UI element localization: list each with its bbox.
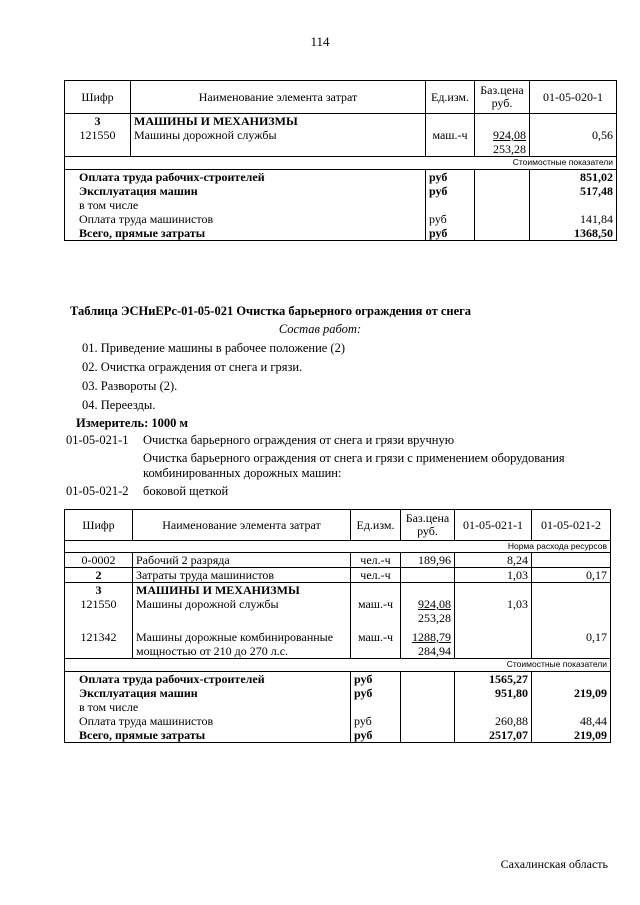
cost-row: Эксплуатация машин руб 517,48 <box>65 184 617 198</box>
table-row: 3 МАШИНЫ И МЕХАНИЗМЫ <box>65 114 617 129</box>
table-row: 0-0002 Рабочий 2 разряда чел.-ч 189,96 8,24 <box>65 553 611 568</box>
header-code: Шифр <box>65 81 131 114</box>
header-norm-01-05-021-1: 01-05-021-1 <box>455 510 532 541</box>
header-unit: Ед.изм. <box>351 510 401 541</box>
cost-row: Оплата труда рабочих-строителей руб 1565,27 <box>65 672 611 687</box>
work-item: 01. Приведение машины в рабочее положение (2) <box>82 341 346 355</box>
cost-row: Оплата труда машинистов руб 141,84 <box>65 212 617 226</box>
work-item: 03. Развороты (2). <box>82 379 178 393</box>
band-cost-indicators: Стоимостные показатели <box>65 157 617 170</box>
cost-row: в том числе <box>65 198 617 212</box>
item-text: Очистка барьерного ограждения от снега и грязи вручную <box>143 433 455 447</box>
header-norm-01-05-020-1: 01-05-020-1 <box>530 81 617 114</box>
composition-label: Состав работ: <box>278 322 362 336</box>
work-item: 02. Очистка ограждения от снега и грязи. <box>82 360 303 374</box>
table-row: 121550 Машины дорожной службы маш.-ч 924,08 253,28 0,56 <box>65 128 617 157</box>
footer-region: Сахалинская область <box>500 857 608 871</box>
band-cost-indicators: Стоимостные показатели <box>65 659 611 672</box>
item-code: 01-05-021-2 <box>66 484 129 498</box>
header-name: Наименование элемента затрат <box>133 510 351 541</box>
header-base-price: Баз.цена руб. <box>401 510 455 541</box>
resource-table-01-05-021 <box>64 509 611 743</box>
item-text: комбинированных дорожных машин: <box>143 466 342 480</box>
cost-row: Всего, прямые затраты руб 2517,07 219,09 <box>65 728 611 743</box>
header-code: Шифр <box>65 510 133 541</box>
page-number: 114 <box>310 34 330 49</box>
section-title: Таблица ЭСНиЕРс-01-05-021 Очистка барьерного ограждения от снега <box>70 304 472 318</box>
cost-row: в том числе <box>65 700 611 714</box>
cost-row: Эксплуатация машин руб 951,80 219,09 <box>65 686 611 700</box>
item-text: Очистка барьерного ограждения от снега и грязи с применением оборудования <box>143 451 565 465</box>
table-row: 3 МАШИНЫ И МЕХАНИЗМЫ <box>65 583 611 598</box>
header-unit: Ед.изм. <box>426 81 475 114</box>
item-text: боковой щеткой <box>143 484 229 498</box>
table-row: 121550 Машины дорожной службы маш.-ч 924,08 253,28 1,03 <box>65 597 611 625</box>
band-resource-norm: Норма расхода ресурсов <box>65 541 611 553</box>
header-base-price: Баз.цена руб. <box>475 81 530 114</box>
item-code: 01-05-021-1 <box>66 433 129 447</box>
header-norm-01-05-021-2: 01-05-021-2 <box>532 510 611 541</box>
resource-table-01-05-020 <box>64 80 617 241</box>
table-row: 121342 Машины дорожные комбинированные мощностью от 210 до 270 л.с. маш.-ч 1288,79 284,94 0,17 <box>65 625 611 659</box>
cost-row: Всего, прямые затраты руб 1368,50 <box>65 226 617 241</box>
cost-row: Оплата труда рабочих-строителей руб 851,02 <box>65 170 617 185</box>
meter: Измеритель: 1000 м <box>76 416 189 430</box>
header-name: Наименование элемента затрат <box>131 81 426 114</box>
work-item: 04. Переезды. <box>82 398 156 412</box>
table-row: 2 Затраты труда машинистов чел.-ч 1,03 0,17 <box>65 568 611 583</box>
cost-row: Оплата труда машинистов руб 260,88 48,44 <box>65 714 611 728</box>
